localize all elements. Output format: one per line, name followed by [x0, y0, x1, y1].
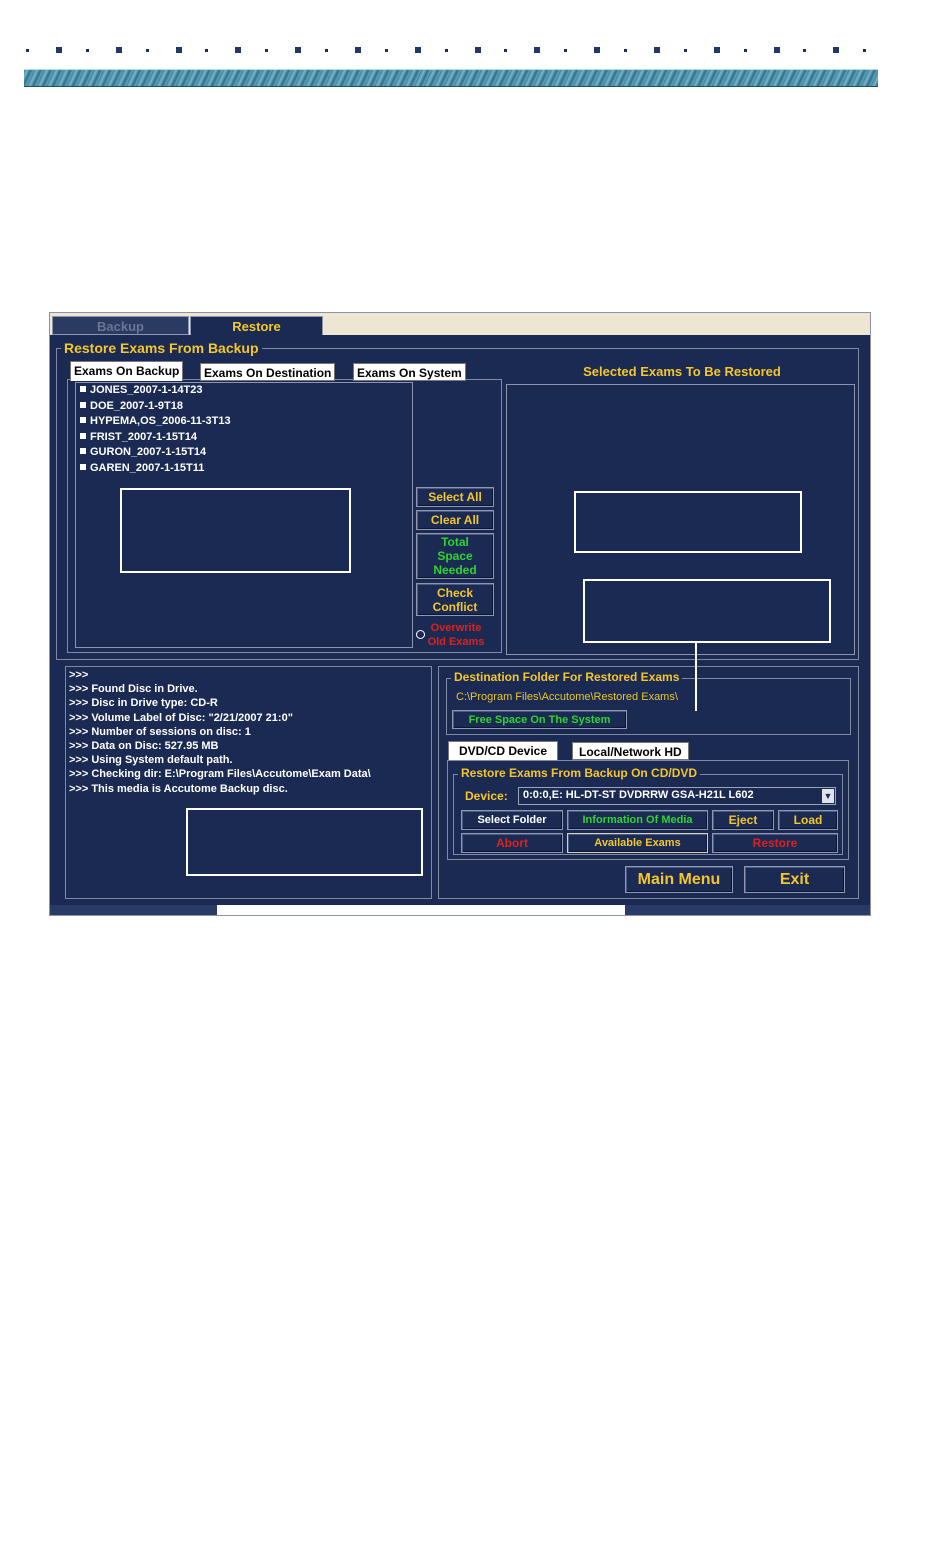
header-dot: [803, 49, 806, 52]
header-dot: [355, 47, 361, 53]
log-line: >>>: [69, 669, 89, 681]
exit-button[interactable]: Exit: [744, 866, 845, 893]
callout-box: [574, 491, 802, 553]
header-banner: [24, 69, 878, 87]
device-label: Device:: [465, 789, 508, 803]
log-line: >>> Checking dir: E:\Program Files\Accutome\Exam Data\: [69, 768, 371, 781]
select-folder-button[interactable]: Select Folder: [461, 810, 563, 830]
header-dot: [385, 49, 388, 52]
header-dot: [235, 47, 241, 53]
header-dot: [295, 47, 301, 53]
abort-button[interactable]: Abort: [461, 833, 563, 853]
tab-local-network-hd[interactable]: Local/Network HD: [572, 742, 689, 760]
header-dot: [116, 47, 122, 53]
list-item[interactable]: JONES_2007-1-14T23: [80, 383, 203, 398]
tab-restore[interactable]: Restore: [190, 316, 323, 335]
restore-window: [49, 312, 871, 916]
list-item[interactable]: FRIST_2007-1-15T14: [80, 430, 197, 445]
header-dot: [564, 49, 567, 52]
free-space-button[interactable]: Free Space On The System: [452, 710, 627, 729]
overwrite-radio[interactable]: [416, 630, 425, 639]
log-line: >>> This media is Accutome Backup disc.: [69, 782, 288, 795]
header-dot: [624, 49, 627, 52]
tab-dvd-cd-device[interactable]: DVD/CD Device: [448, 741, 558, 761]
header-dot: [26, 49, 29, 52]
log-line: >>> Volume Label of Disc: "2/21/2007 21:0": [69, 711, 293, 724]
header-dot: [205, 49, 208, 52]
overwrite-label: Overwrite Old Exams: [427, 622, 485, 648]
header-dot: [684, 49, 687, 52]
destination-path: C:\Program Files\Accutome\Restored Exams\: [456, 691, 678, 703]
log-output: [65, 668, 432, 808]
chevron-down-icon[interactable]: ▼: [823, 791, 833, 801]
selected-exams-title: Selected Exams To Be Restored: [583, 364, 781, 379]
status-bar-field: [217, 905, 625, 916]
bullet-icon: [80, 448, 86, 454]
list-item[interactable]: GAREN_2007-1-15T11: [80, 461, 204, 476]
select-all-button[interactable]: Select All: [416, 487, 494, 507]
bullet-icon: [80, 402, 86, 408]
tab-exams-on-destination[interactable]: Exams On Destination: [200, 363, 335, 381]
header-dot: [56, 47, 62, 53]
log-line: >>> Data on Disc: 527.95 MB: [69, 740, 219, 752]
header-dot: [534, 47, 540, 53]
bullet-icon: [80, 386, 86, 392]
main-tab-strip: [50, 313, 870, 335]
restore-group-title: Restore Exams From Backup: [61, 340, 262, 356]
device-select[interactable]: [518, 787, 836, 805]
bullet-icon: [80, 464, 86, 470]
restore-button[interactable]: Restore: [712, 833, 838, 853]
selected-exams-list[interactable]: [506, 384, 855, 655]
header-dot: [833, 47, 839, 53]
exams-on-backup-list[interactable]: [75, 382, 413, 648]
header-dot: [325, 49, 328, 52]
tab-exams-on-backup[interactable]: Exams On Backup: [70, 361, 183, 381]
header-dot: [714, 47, 720, 53]
header-dot: [86, 49, 89, 52]
header-dot: [475, 47, 481, 53]
eject-button[interactable]: Eject: [712, 810, 774, 830]
bullet-icon: [80, 417, 86, 423]
header-dot: [176, 47, 182, 53]
bullet-icon: [80, 433, 86, 439]
information-of-media-button[interactable]: Information Of Media: [567, 810, 708, 830]
device-select-value: 0:0:0,E: HL-DT-ST DVDRRW GSA-H21L L602: [523, 789, 754, 801]
callout-box: [186, 808, 423, 876]
callout-box: [583, 579, 831, 643]
header-dot: [504, 49, 507, 52]
available-exams-button[interactable]: Available Exams: [567, 833, 708, 853]
list-item[interactable]: GURON_2007-1-15T14: [80, 445, 206, 460]
header-dot: [863, 49, 866, 52]
header-dot: [744, 49, 747, 52]
clear-all-button[interactable]: Clear All: [416, 510, 494, 530]
header-dot: [774, 47, 780, 53]
load-button[interactable]: Load: [778, 810, 838, 830]
header-dot: [265, 49, 268, 52]
log-line: >>> Disc in Drive type: CD-R: [69, 697, 218, 710]
header-dot: [415, 47, 421, 53]
list-item[interactable]: DOE_2007-1-9T18: [80, 399, 183, 414]
header-dot: [594, 47, 600, 53]
check-conflict-button[interactable]: Check Conflict: [416, 583, 494, 616]
total-space-needed-button[interactable]: Total Space Needed: [416, 533, 494, 579]
header-dots: [24, 46, 879, 56]
tab-exams-on-system[interactable]: Exams On System: [353, 363, 466, 381]
cd-restore-title: Restore Exams From Backup On CD/DVD: [458, 766, 700, 780]
log-line: >>> Number of sessions on disc: 1: [69, 725, 251, 738]
header-dot: [146, 49, 149, 52]
log-line: >>> Found Disc in Drive.: [69, 683, 198, 696]
list-item[interactable]: HYPEMA,OS_2006-11-3T13: [80, 414, 231, 429]
header-dot: [654, 47, 660, 53]
callout-box: [120, 488, 351, 573]
callout-connector: [695, 643, 697, 711]
main-menu-button[interactable]: Main Menu: [625, 866, 733, 893]
destination-folder-title: Destination Folder For Restored Exams: [451, 670, 682, 684]
tab-backup[interactable]: Backup: [52, 316, 189, 335]
log-line: >>> Using System default path.: [69, 754, 233, 767]
header-dot: [445, 49, 448, 52]
